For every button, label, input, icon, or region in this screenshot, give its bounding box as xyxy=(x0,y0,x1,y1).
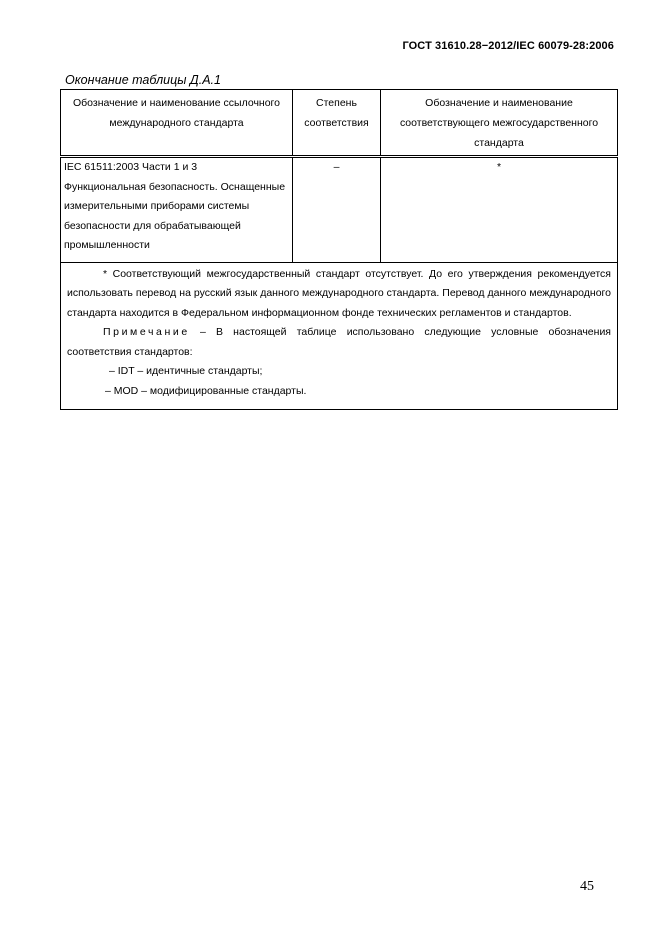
table-caption: Окончание таблицы Д.А.1 xyxy=(65,73,221,87)
note-paragraph xyxy=(67,323,611,362)
standards-correspondence-table xyxy=(60,89,618,410)
note-label: Примечание xyxy=(103,326,190,338)
notes-row xyxy=(61,262,618,410)
standard-title: Функциональная безопасность. Оснащенные измерительными приборами системы безопасности для обрабатывающей промышленности xyxy=(64,180,286,251)
header-international-standard: Обозначение и наименование ссылочного международного стандарта xyxy=(61,90,293,157)
table-row xyxy=(61,157,618,263)
page-number: 45 xyxy=(580,879,594,894)
document-code-header: ГОСТ 31610.28−2012/IEC 60079-28:2006 xyxy=(402,40,614,52)
table-header-row xyxy=(61,90,618,157)
note-text: – В настоящей таблице использовано следующие условные обозначения соответствия стандартов: xyxy=(67,326,611,358)
list-item-mod: – MOD – модифицированные стандарты. xyxy=(105,384,307,397)
list-item-idt: – IDT – идентичные стандарты; xyxy=(109,365,263,377)
footnote-text: * Соответствующий межгосударственный стандарт отсутствует. До его утверждения рекомендуется использовать перевод на русский язык данного международного стандарта. Перевод данного международного стандарта находится в Федеральном информационном фонде технических регламентов и стандартов. xyxy=(67,267,611,319)
cell-international-standard xyxy=(61,157,293,263)
standard-designation: IEC 61511:2003 Части 1 и 3 xyxy=(64,161,198,173)
notes-cell xyxy=(61,262,618,410)
cell-interstate-standard: * xyxy=(381,157,618,263)
header-degree-of-correspondence: Степень соответствия xyxy=(293,90,381,157)
header-interstate-standard: Обозначение и наименование соответствующего межгосударственного стандарта xyxy=(381,90,618,157)
cell-degree-of-correspondence: – xyxy=(293,157,381,263)
